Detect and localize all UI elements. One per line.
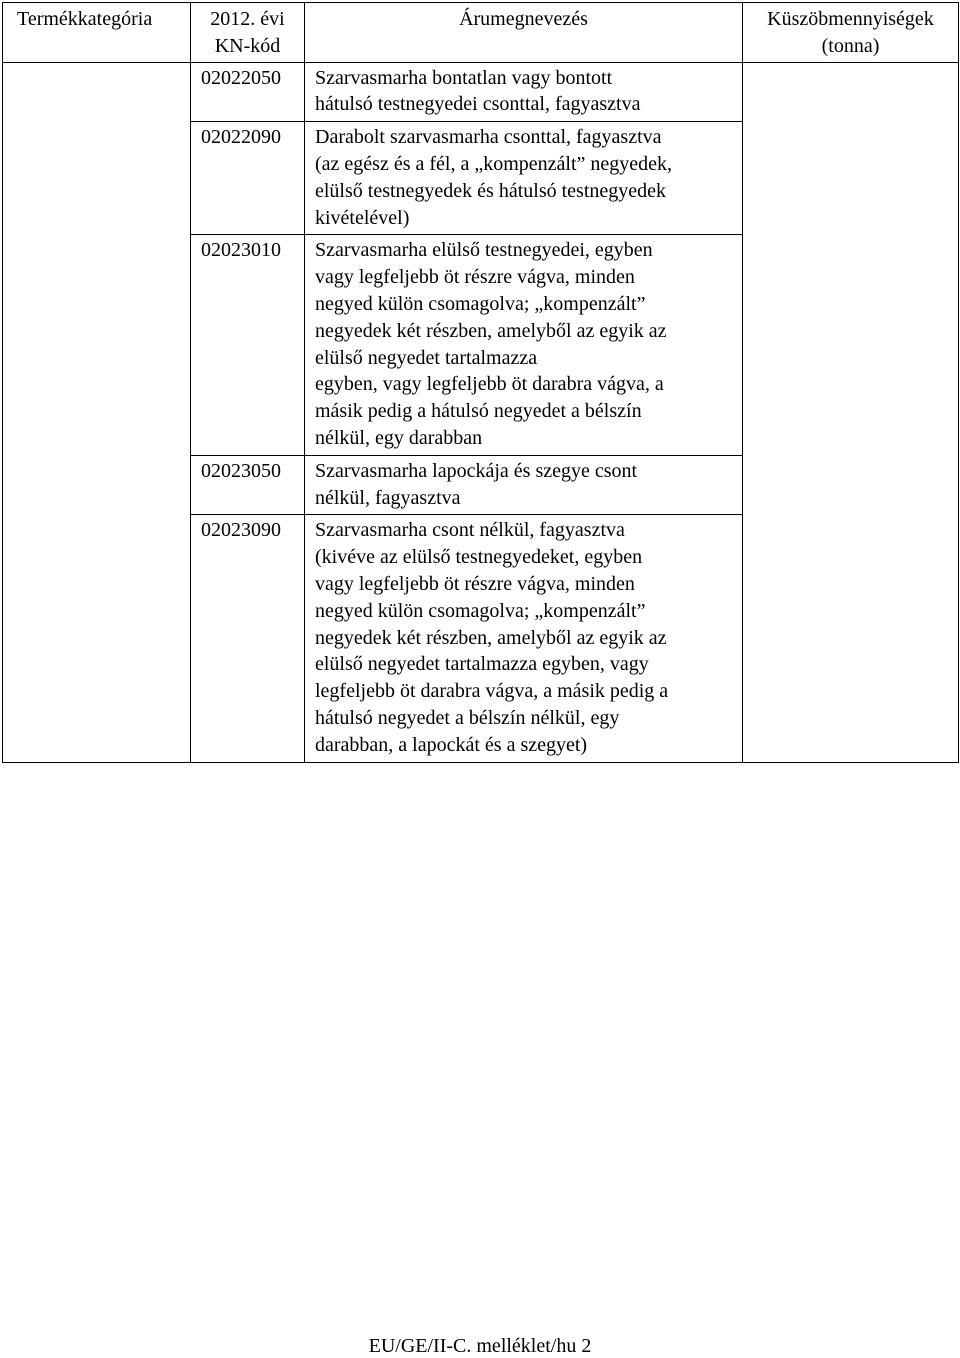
kn-code-cell: 02023010 (191, 235, 305, 455)
header-product-category: Termékkategória (3, 3, 191, 63)
table-row (3, 62, 959, 122)
description-cell: Szarvasmarha bontatlan vagy bontott hátulsó testnegyedei csonttal, fagyasztva (305, 62, 743, 122)
kn-code-cell: 02023090 (191, 515, 305, 762)
header-threshold: Küszöbmennyiségek (tonna) (743, 3, 959, 63)
description-cell: Darabolt szarvasmarha csonttal, fagyasztva (az egész és a fél, a „kompenzált” negyedek, elülső testnegyedek és hátulsó testnegyedek kivételével) (305, 122, 743, 235)
header-kn-code: 2012. évi KN-kód (191, 3, 305, 63)
page-footer: EU/GE/II-C. melléklet/hu 2 (368, 1335, 592, 1357)
product-category-cell (3, 62, 191, 762)
description-cell: Szarvasmarha lapockája és szegye csont nélkül, fagyasztva (305, 455, 743, 515)
header-row (3, 3, 959, 63)
header-description: Árumegnevezés (305, 3, 743, 63)
kn-code-cell: 02022050 (191, 62, 305, 122)
description-cell: Szarvasmarha elülső testnegyedei, egyben vagy legfeljebb öt részre vágva, minden negyed külön csomagolva; „kompenzált” negyedek két részben, amelyből az egyik az elülső negyedet tartalmazza egyben, vagy legfeljebb öt darabra vágva, a másik pedig a hátulsó negyedet a bélszín nélkül, egy darabban (305, 235, 743, 455)
kn-code-cell: 02022090 (191, 122, 305, 235)
threshold-cell (743, 62, 959, 762)
description-cell: Szarvasmarha csont nélkül, fagyasztva (kivéve az elülső testnegyedeket, egyben vagy legfeljebb öt részre vágva, minden negyed külön csomagolva; „kompenzált” negyedek két részben, amelyből az egyik az elülső negyedet tartalmazza egyben, vagy legfeljebb öt darabra vágva, a másik pedig a hátulsó negyedet a bélszín nélkül, egy darabban, a lapockát és a szegyet) (305, 515, 743, 762)
kn-code-cell: 02023050 (191, 455, 305, 515)
kn-code-table (2, 2, 959, 763)
